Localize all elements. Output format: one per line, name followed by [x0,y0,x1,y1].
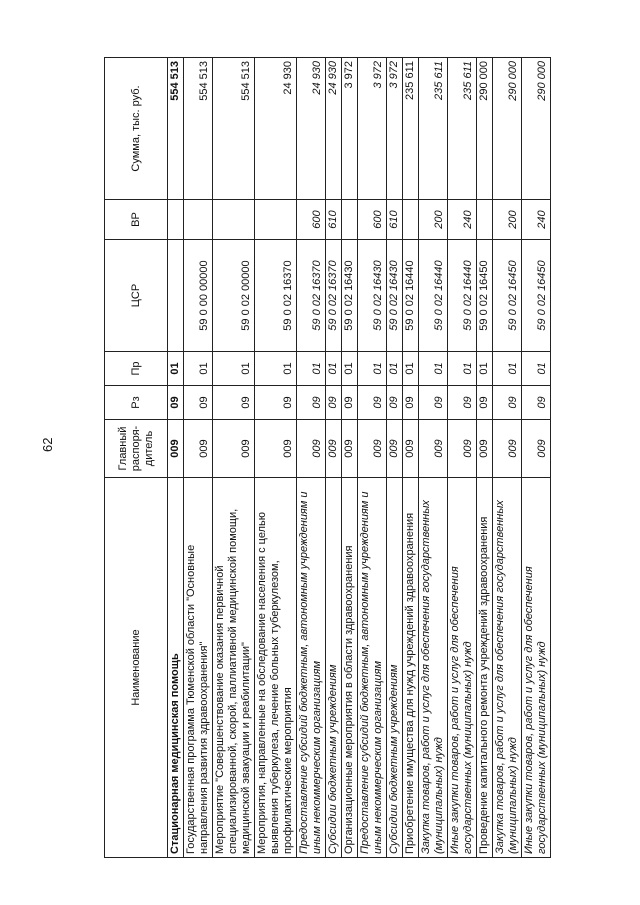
cell-expense-type [213,200,255,240]
cell-subsection: 01 [213,352,255,386]
table-row [448,58,477,858]
table-row [342,58,358,858]
cell-chief-administrator: 009 [168,420,184,478]
cell-amount: 554 513 [184,58,213,200]
table-row [358,58,387,858]
cell-section: 09 [493,386,522,420]
cell-chief-administrator: 009 [184,420,213,478]
cell-amount: 235 611 [448,58,477,200]
budget-table [104,57,551,858]
cell-chief-administrator: 009 [342,420,358,478]
table-row [493,58,522,858]
cell-chief-administrator: 009 [213,420,255,478]
cell-section: 09 [342,386,358,420]
table-row [403,58,419,858]
cell-expense-type [403,200,419,240]
table-row [326,58,342,858]
cell-expense-type: 200 [493,200,522,240]
cell-section: 09 [297,386,326,420]
cell-amount: 554 513 [168,58,184,200]
cell-section: 09 [448,386,477,420]
cell-amount: 554 513 [213,58,255,200]
cell-subsection: 01 [326,352,342,386]
cell-name: Иные закупки товаров, работ и услуг для обеспечения государственных (муниципальных) нужд [522,478,551,858]
cell-name: Приобретение имущества для нужд учреждений здравоохранения [403,478,419,858]
cell-name: Стационарная медицинская помощь [168,478,184,858]
cell-subsection: 01 [297,352,326,386]
cell-target-article: 59 0 02 16370 [297,240,326,352]
header-subsection: Пр [105,352,168,386]
cell-target-article: 59 0 02 16430 [387,240,403,352]
cell-amount: 235 611 [419,58,448,200]
header-name: Наименование [105,478,168,858]
cell-target-article: 59 0 02 16450 [493,240,522,352]
cell-amount: 290 000 [477,58,493,200]
cell-target-article: 59 0 02 16440 [403,240,419,352]
cell-expense-type: 240 [522,200,551,240]
cell-expense-type [168,200,184,240]
cell-target-article: 59 0 00 00000 [184,240,213,352]
table-header-row [105,58,168,858]
cell-target-article: 59 0 02 16450 [522,240,551,352]
page-number: 62 [40,437,55,452]
cell-subsection: 01 [448,352,477,386]
table-row [168,58,184,858]
cell-name: Предоставление субсидий бюджетным, автономным учреждениям и иным некоммерческим организациям [358,478,387,858]
cell-subsection: 01 [419,352,448,386]
cell-expense-type: 240 [448,200,477,240]
cell-expense-type: 200 [419,200,448,240]
cell-chief-administrator: 009 [477,420,493,478]
cell-subsection: 01 [358,352,387,386]
cell-expense-type: 600 [358,200,387,240]
cell-subsection: 01 [255,352,297,386]
cell-section: 09 [477,386,493,420]
cell-amount: 24 930 [297,58,326,200]
cell-expense-type [342,200,358,240]
cell-target-article: 59 0 02 16440 [419,240,448,352]
header-expense-type: ВР [105,200,168,240]
cell-name: Предоставление субсидий бюджетным, автономным учреждениям и иным некоммерческим организациям [297,478,326,858]
cell-subsection: 01 [477,352,493,386]
table-row [297,58,326,858]
header-section: Рз [105,386,168,420]
table-row [477,58,493,858]
cell-amount: 3 972 [387,58,403,200]
table-row [184,58,213,858]
cell-amount: 290 000 [522,58,551,200]
cell-name: Иные закупки товаров, работ и услуг для обеспечения государственных (муниципальных) нужд [448,478,477,858]
cell-subsection: 01 [342,352,358,386]
cell-section: 09 [387,386,403,420]
cell-section: 09 [522,386,551,420]
cell-subsection: 01 [168,352,184,386]
cell-section: 09 [168,386,184,420]
cell-chief-administrator: 009 [255,420,297,478]
cell-name: Субсидии бюджетным учреждениям [326,478,342,858]
cell-section: 09 [213,386,255,420]
cell-section: 09 [255,386,297,420]
cell-amount: 3 972 [358,58,387,200]
table-row [255,58,297,858]
cell-target-article: 59 0 02 16430 [358,240,387,352]
cell-section: 09 [419,386,448,420]
cell-target-article: 59 0 02 00000 [213,240,255,352]
header-chief-administrator: Главный распоря-дитель [105,420,168,478]
cell-chief-administrator: 009 [403,420,419,478]
cell-expense-type: 610 [387,200,403,240]
cell-expense-type [477,200,493,240]
cell-name: Проведение капитального ремонта учреждений здравоохранения [477,478,493,858]
cell-chief-administrator: 009 [387,420,403,478]
table-row [387,58,403,858]
cell-chief-administrator: 009 [522,420,551,478]
cell-expense-type: 600 [297,200,326,240]
cell-expense-type: 610 [326,200,342,240]
cell-name: Закупка товаров, работ и услуг для обеспечения государственных (муниципальных) нужд [493,478,522,858]
cell-target-article [168,240,184,352]
cell-chief-administrator: 009 [358,420,387,478]
cell-chief-administrator: 009 [448,420,477,478]
cell-chief-administrator: 009 [493,420,522,478]
cell-name: Субсидии бюджетным учреждениям [387,478,403,858]
cell-target-article: 59 0 02 16440 [448,240,477,352]
cell-section: 09 [326,386,342,420]
cell-target-article: 59 0 02 16430 [342,240,358,352]
cell-section: 09 [403,386,419,420]
table-row [522,58,551,858]
cell-expense-type [255,200,297,240]
cell-section: 09 [358,386,387,420]
cell-subsection: 01 [493,352,522,386]
cell-target-article: 59 0 02 16450 [477,240,493,352]
cell-chief-administrator: 009 [326,420,342,478]
cell-target-article: 59 0 02 16370 [326,240,342,352]
cell-name: Организационные мероприятия в области здравоохранения [342,478,358,858]
cell-section: 09 [184,386,213,420]
cell-subsection: 01 [387,352,403,386]
cell-amount: 24 930 [255,58,297,200]
table-row [419,58,448,858]
cell-target-article: 59 0 02 16370 [255,240,297,352]
cell-subsection: 01 [403,352,419,386]
cell-amount: 235 611 [403,58,419,200]
cell-amount: 24 930 [326,58,342,200]
cell-chief-administrator: 009 [297,420,326,478]
cell-name: Закупка товаров, работ и услуг для обеспечения государственных (муниципальных) нужд [419,478,448,858]
cell-amount: 290 000 [493,58,522,200]
header-amount: Сумма, тыс. руб. [105,58,168,200]
header-target-article: ЦСР [105,240,168,352]
rotated-table-container [104,58,640,858]
cell-name: Мероприятия, направленные на обследование населения с целью выявления туберкулеза, лечение больных туберкулезом, профилактические мероприятия [255,478,297,858]
cell-subsection: 01 [522,352,551,386]
cell-chief-administrator: 009 [419,420,448,478]
cell-name: Государственная программа Тюменской области "Основные направления развития здравоохранения" [184,478,213,858]
cell-subsection: 01 [184,352,213,386]
cell-amount: 3 972 [342,58,358,200]
table-row [213,58,255,858]
cell-expense-type [184,200,213,240]
cell-name: Мероприятие "Совершенствование оказания первичной специализированной, скорой, паллиативной медицинской помощи, медицинской эвакуации и реабилитации" [213,478,255,858]
